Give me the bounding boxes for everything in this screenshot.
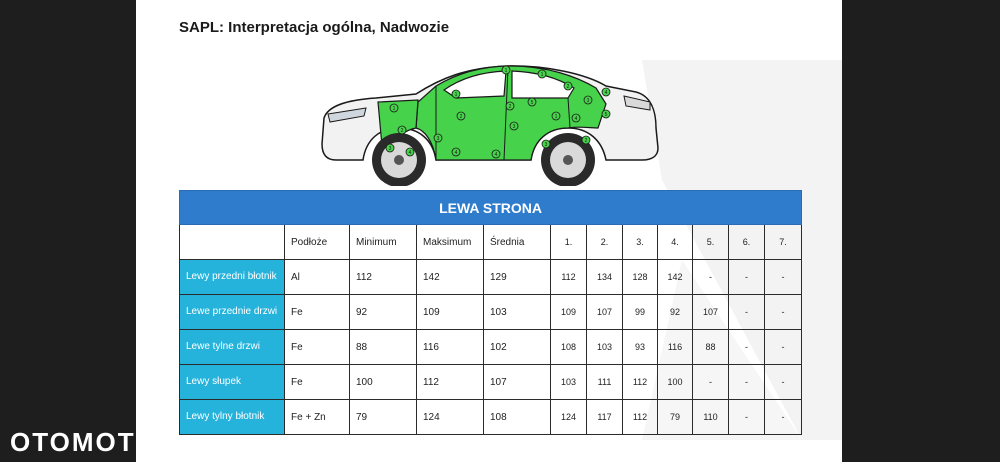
measurement-point-label: 4: [408, 150, 412, 156]
measurement-cell: 99: [623, 295, 658, 330]
measurement-cell: -: [765, 330, 802, 365]
measurement-point-label: 1: [554, 114, 558, 120]
measurement-cell: 107: [587, 295, 623, 330]
column-header: Minimum: [350, 225, 417, 260]
measurement-cell: -: [693, 365, 729, 400]
measurement-cell: -: [729, 400, 765, 435]
measurement-point-label: 3: [436, 136, 440, 142]
measurement-point-label: 3: [512, 124, 516, 130]
measurement-cell: 92: [658, 295, 693, 330]
front-wheel: [372, 133, 426, 186]
table-cell: 112: [417, 365, 484, 400]
row-label: Lewe przednie drzwi: [180, 295, 285, 330]
table-cell: Fe: [285, 295, 350, 330]
table-header-row: [180, 225, 802, 260]
header-empty-cell: [180, 225, 285, 260]
table-cell: 116: [417, 330, 484, 365]
measurement-point-label: 3: [544, 142, 548, 148]
column-header: Średnia: [484, 225, 551, 260]
column-header: 3.: [623, 225, 658, 260]
measurement-cell: 109: [551, 295, 587, 330]
measurement-cell: 110: [693, 400, 729, 435]
measurement-cell: 117: [587, 400, 623, 435]
measurement-cell: 93: [623, 330, 658, 365]
measurement-cell: -: [693, 260, 729, 295]
column-header: Podłoże: [285, 225, 350, 260]
table-cell: 88: [350, 330, 417, 365]
column-header: 6.: [729, 225, 765, 260]
table-row: [180, 400, 802, 435]
measurement-point-label: 4: [574, 116, 578, 122]
measurement-cell: 100: [658, 365, 693, 400]
measurement-cell: 124: [551, 400, 587, 435]
measurement-cell: -: [729, 295, 765, 330]
table-cell: 109: [417, 295, 484, 330]
measurement-cell: 103: [587, 330, 623, 365]
otomoto-logo: [10, 427, 174, 458]
column-header: 1.: [551, 225, 587, 260]
table-cell: 103: [484, 295, 551, 330]
measurement-cell: -: [765, 365, 802, 400]
table-cell: 100: [350, 365, 417, 400]
column-header: 2.: [587, 225, 623, 260]
column-header: 5.: [693, 225, 729, 260]
table-cell: 92: [350, 295, 417, 330]
measurement-point-label: 2: [459, 114, 463, 120]
table-cell: Fe + Zn: [285, 400, 350, 435]
measurement-cell: 112: [623, 365, 658, 400]
car-side-diagram: [306, 56, 661, 186]
measurement-cell: 116: [658, 330, 693, 365]
measurement-cell: 134: [587, 260, 623, 295]
table-cell: Al: [285, 260, 350, 295]
measurement-cell: -: [729, 365, 765, 400]
column-header: 4.: [658, 225, 693, 260]
table-cell: Fe: [285, 365, 350, 400]
measurement-point-label: 5: [530, 100, 534, 106]
measurement-cell: 88: [693, 330, 729, 365]
column-header: 7.: [765, 225, 802, 260]
measurement-cell: 107: [693, 295, 729, 330]
table-row: [180, 365, 802, 400]
row-label: Lewy przedni błotnik: [180, 260, 285, 295]
measurement-table: [179, 190, 802, 435]
table-row: [180, 260, 802, 295]
document-title: SAPL: Interpretacja ogólna, Nadwozie: [179, 19, 450, 36]
table-cell: 102: [484, 330, 551, 365]
measurement-cell: -: [729, 260, 765, 295]
measurement-point-label: 1: [540, 72, 544, 78]
measurement-cell: -: [729, 330, 765, 365]
table-row: [180, 330, 802, 365]
table-cell: 142: [417, 260, 484, 295]
measurement-point-label: 4: [604, 90, 608, 96]
table-cell: 107: [484, 365, 551, 400]
table-cell: 79: [350, 400, 417, 435]
measurement-point-label: 2: [508, 104, 512, 110]
measurement-cell: 128: [623, 260, 658, 295]
table-cell: 112: [350, 260, 417, 295]
column-header: Maksimum: [417, 225, 484, 260]
row-label: Lewy słupek: [180, 365, 285, 400]
table-cell: 124: [417, 400, 484, 435]
measurement-cell: -: [765, 260, 802, 295]
logo-tail: PL: [157, 427, 175, 438]
measurement-point-label: 5: [604, 112, 608, 118]
measurement-point-label: 2: [566, 84, 570, 90]
table-row: [180, 295, 802, 330]
measurement-cell: 111: [587, 365, 623, 400]
table-band-title: LEWA STRONA: [180, 191, 802, 225]
measurement-point-label: 1: [454, 92, 458, 98]
measurement-cell: 79: [658, 400, 693, 435]
measurement-point-label: 1: [504, 68, 508, 74]
row-label: Lewe tylne drzwi: [180, 330, 285, 365]
measurement-cell: 112: [551, 260, 587, 295]
measurement-cell: 108: [551, 330, 587, 365]
logo-text: OTOMOTO: [10, 427, 158, 457]
measurement-cell: 103: [551, 365, 587, 400]
table-body: [180, 260, 802, 435]
row-label: Lewy tylny błotnik: [180, 400, 285, 435]
document-page: [136, 0, 842, 462]
measurement-point-label: 4: [494, 152, 498, 158]
measurement-point-label: 4: [454, 150, 458, 156]
measurement-point-label: 1: [392, 106, 396, 112]
measurement-point-label: 2: [584, 138, 588, 144]
measurement-cell: 112: [623, 400, 658, 435]
measurement-cell: -: [765, 400, 802, 435]
measurement-point-label: 3: [388, 146, 392, 152]
table-cell: Fe: [285, 330, 350, 365]
table-cell: 108: [484, 400, 551, 435]
measurement-cell: 142: [658, 260, 693, 295]
measurement-point-label: 3: [586, 98, 590, 104]
measurement-cell: -: [765, 295, 802, 330]
measurement-point-label: 2: [400, 128, 404, 134]
table-cell: 129: [484, 260, 551, 295]
